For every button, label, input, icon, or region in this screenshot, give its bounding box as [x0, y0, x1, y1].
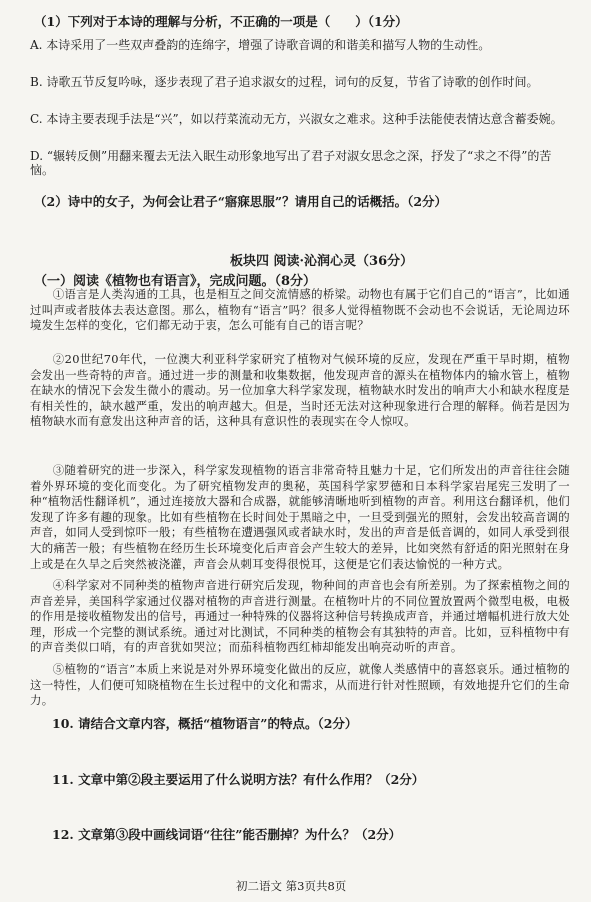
paragraph-5: ⑤植物的“语言”本质上来说是对外界环境变化做出的反应，就像人类感情中的喜怒哀乐。通过植物的这一特性，人们便可知晓植物在生长过程中的文化和需求，从而进行针对性照顾，有效地提升它们的生命力。	[30, 662, 570, 708]
option-c: C. 本诗主要表现手法是“兴”，如以荇菜流动无方，兴淑女之难求。这种手法能使表情达意含蓄委婉。	[30, 112, 563, 126]
passage-heading: （一）阅读《植物也有语言》，完成问题。（8分）	[34, 274, 317, 289]
question-12: 12. 文章第③段中画线词语“往往”能否删掉？为什么？（2分）	[52, 827, 402, 842]
option-a: A. 本诗采用了一些双声叠韵的连绵字，增强了诗歌音调的和谐美和描写人物的生动性。	[30, 38, 491, 52]
paragraph-2: ②20世纪70年代，一位澳大利亚科学家研究了植物对气候环境的反应，发现在严重干旱时期，植物会发出一些奇特的声音。通过进一步的测量和收集数据，他发现声音的源头在植物体内的输水管上，植物在缺水的情况下会发生微小的震动。另一位加拿大科学家发现，植物缺水时发出的响声大小和缺水程度是有相关性的，缺水越严重，发出的响声越大。但是，当时还无法对这种现象进行合理的解释。倘若是因为植物缺水而有意发出这种声音的话，这种具有意识性的表现实在令人惊叹。	[30, 352, 570, 429]
question-1: （1）下列对于本诗的理解与分析，不正确的一项是（ ）（1分）	[34, 14, 408, 29]
option-b: B. 诗歌五节反复吟咏，逐步表现了君子追求淑女的过程，词句的反复，节省了诗歌的创作时间。	[30, 75, 539, 89]
section-title: 板块四 阅读·沁润心灵（36分）	[230, 254, 414, 269]
page-footer: 初二语文 第3页共8页	[236, 879, 347, 893]
option-d: D. “辗转反侧”用翻来覆去无法入眠生动形象地写出了君子对淑女思念之深，抒发了“求之不得”的苦恼。	[30, 149, 552, 177]
paragraph-4: ④科学家对不同种类的植物声音进行研究后发现，物种间的声音也会有所差别。为了探索植物之间的声音差异，美国科学家通过仪器对植物的声音进行测量。在植物叶片的不同位置放置两个微型电极，电极的作用是接收植物发出的信号，再通过一种特殊的仪器将这种信号转换成声音，并通过增幅机进行放大处理，形成一个完整的测试系统。通过对比测试，不同种类的植物会有其独特的声音。比如，豆科植物中有的声音类似口哨，有的声音犹如哭泣；而茄科植物西红柿却能发出响亮动听的声音。	[30, 578, 570, 655]
question-10: 10. 请结合文章内容，概括“植物语言”的特点。（2分）	[52, 716, 358, 731]
question-2: （2）诗中的女子，为何会让君子“寤寐思服”？请用自己的话概括。（2分）	[34, 194, 448, 209]
paragraph-3: ③随着研究的进一步深入，科学家发现植物的语言非常奇特且魅力十足，它们所发出的声音往往会随着外界环境的变化而变化。为了研究植物发声的奥秘，英国科学家罗德和日本科学家岩尾宪三发明了一种“植物活性翻译机”，通过连接放大器和合成器，就能够清晰地听到植物的声音。利用这台翻译机，他们发现了许多有趣的现象。比如有些植物在长时间处于黑暗之中，一旦受到强光的照射，会发出较高音调的声音，如同人受到惊吓一般；有些植物在遭遇强风或者缺水时，发出的声音是低音调的，如同人承受到很大的痛苦一般；有些植物在经历生长环境变化后声音会产生较大的差异，比如突然有舒适的阳光照射在身上或是在久旱之后突然被浇灌，声音会从刺耳变得很悦耳，这便是它们表达愉悦的一种方式。	[30, 463, 570, 571]
question-11: 11. 文章中第②段主要运用了什么说明方法？有什么作用？（2分）	[52, 772, 425, 787]
paragraph-1: ①语言是人类沟通的工具，也是相互之间交流情感的桥梁。动物也有属于它们自己的“语言”，比如通过叫声或者肢体去表达意图。那么，植物有“语言”吗？很多人觉得植物既不会动也不会说话，无论周边环境发生怎样的变化，它们都无动于衷，怎么可能有自己的语言呢？	[30, 287, 570, 333]
